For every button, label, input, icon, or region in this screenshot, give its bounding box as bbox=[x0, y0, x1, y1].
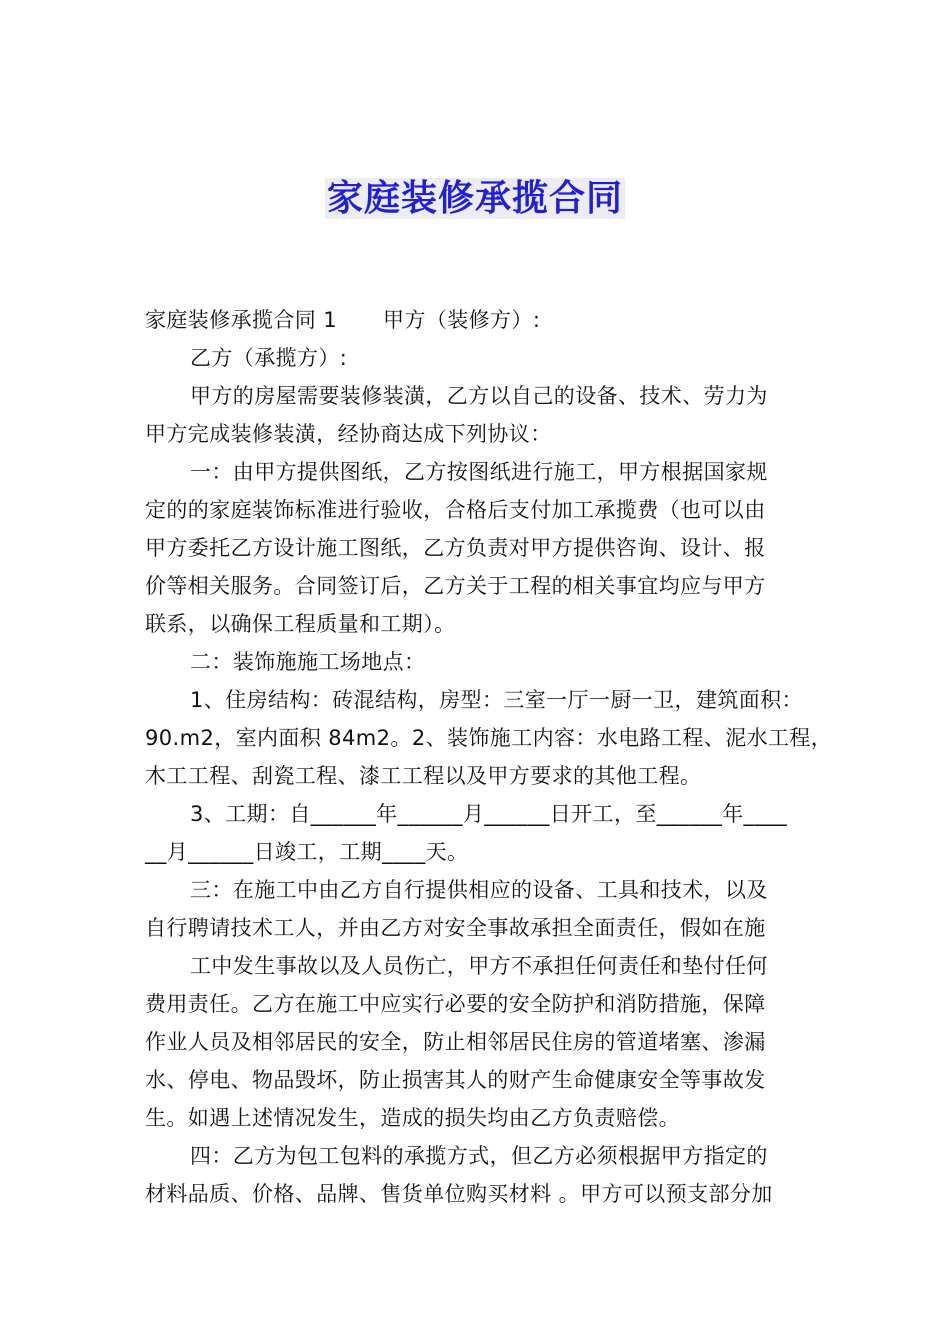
paragraph-line: 联系，以确保工程质量和工期）。 bbox=[145, 612, 456, 636]
document-title bbox=[0, 172, 950, 226]
paragraph-line: 一：由甲方提供图纸，乙方按图纸进行施工，甲方根据国家规 bbox=[190, 460, 768, 484]
paragraph-line: 甲方委托乙方设计施工图纸，乙方负责对甲方提供咨询、设计、报 bbox=[145, 536, 766, 560]
paragraph-line: 工中发生事故以及人员伤亡，甲方不承担任何责任和垫付任何 bbox=[190, 954, 768, 978]
paragraph-line: 费用责任。乙方在施工中应实行必要的安全防护和消防措施，保障 bbox=[145, 992, 766, 1016]
paragraph-line: 木工工程、刮瓷工程、漆工工程以及甲方要求的其他工程。 bbox=[145, 764, 702, 788]
paragraph-line: 价等相关服务。合同签订后，乙方关于工程的相关事宜均应与甲方 bbox=[145, 574, 766, 598]
paragraph-line: 二：装饰施施工场地点： bbox=[190, 650, 426, 674]
paragraph-line: 自行聘请技术工人，并由乙方对安全事故承担全面责任，假如在施 bbox=[145, 916, 766, 940]
paragraph-line: 甲方完成装修装潢，经协商达成下列协议： bbox=[145, 422, 552, 446]
party-b-label: 乙方（承揽方）: bbox=[190, 346, 348, 370]
contract-number: 家庭装修承揽合同 1 bbox=[145, 308, 338, 332]
paragraph-line: 1、住房结构：砖混结构，房型：三室一厅一厨一卫，建筑面积： bbox=[190, 688, 803, 712]
paragraph-line: 作业人员及相邻居民的安全，防止相邻居民住房的管道堵塞、渗漏 bbox=[145, 1030, 766, 1054]
schedule-line: 3、工期：自______年______月______日开工，至______年____ bbox=[190, 802, 788, 826]
paragraph-line: 三：在施工中由乙方自行提供相应的设备、工具和技术，以及 bbox=[190, 878, 768, 902]
paragraph-line: 水、停电、物品毁坏，防止损害其人的财产生命健康安全等事故发 bbox=[145, 1068, 766, 1092]
paragraph-line: 四：乙方为包工包料的承揽方式，但乙方必须根据甲方指定的 bbox=[190, 1144, 768, 1168]
document-title-text: 家庭装修承揽合同 bbox=[326, 178, 623, 219]
paragraph-line: 材料品质、价格、品牌、售货单位购买材料 。甲方可以预支部分加 bbox=[145, 1182, 773, 1206]
contract-heading-line bbox=[145, 306, 540, 334]
paragraph-line: 90.m2，室内面积 84m2。2、装饰施工内容：水电路工程、泥水工程， bbox=[145, 726, 833, 750]
schedule-line: __月______日竣工，工期____天。 bbox=[145, 840, 469, 864]
paragraph-line: 定的的家庭装饰标准进行验收，合格后支付加工承揽费（也可以由 bbox=[145, 498, 766, 522]
party-a-label: 甲方（装修方）: bbox=[383, 308, 541, 332]
paragraph-line: 甲方的房屋需要装修装潢，乙方以自己的设备、技术、劳力为 bbox=[190, 384, 768, 408]
paragraph-line: 生。如遇上述情况发生，造成的损失均由乙方负责赔偿。 bbox=[145, 1106, 680, 1130]
